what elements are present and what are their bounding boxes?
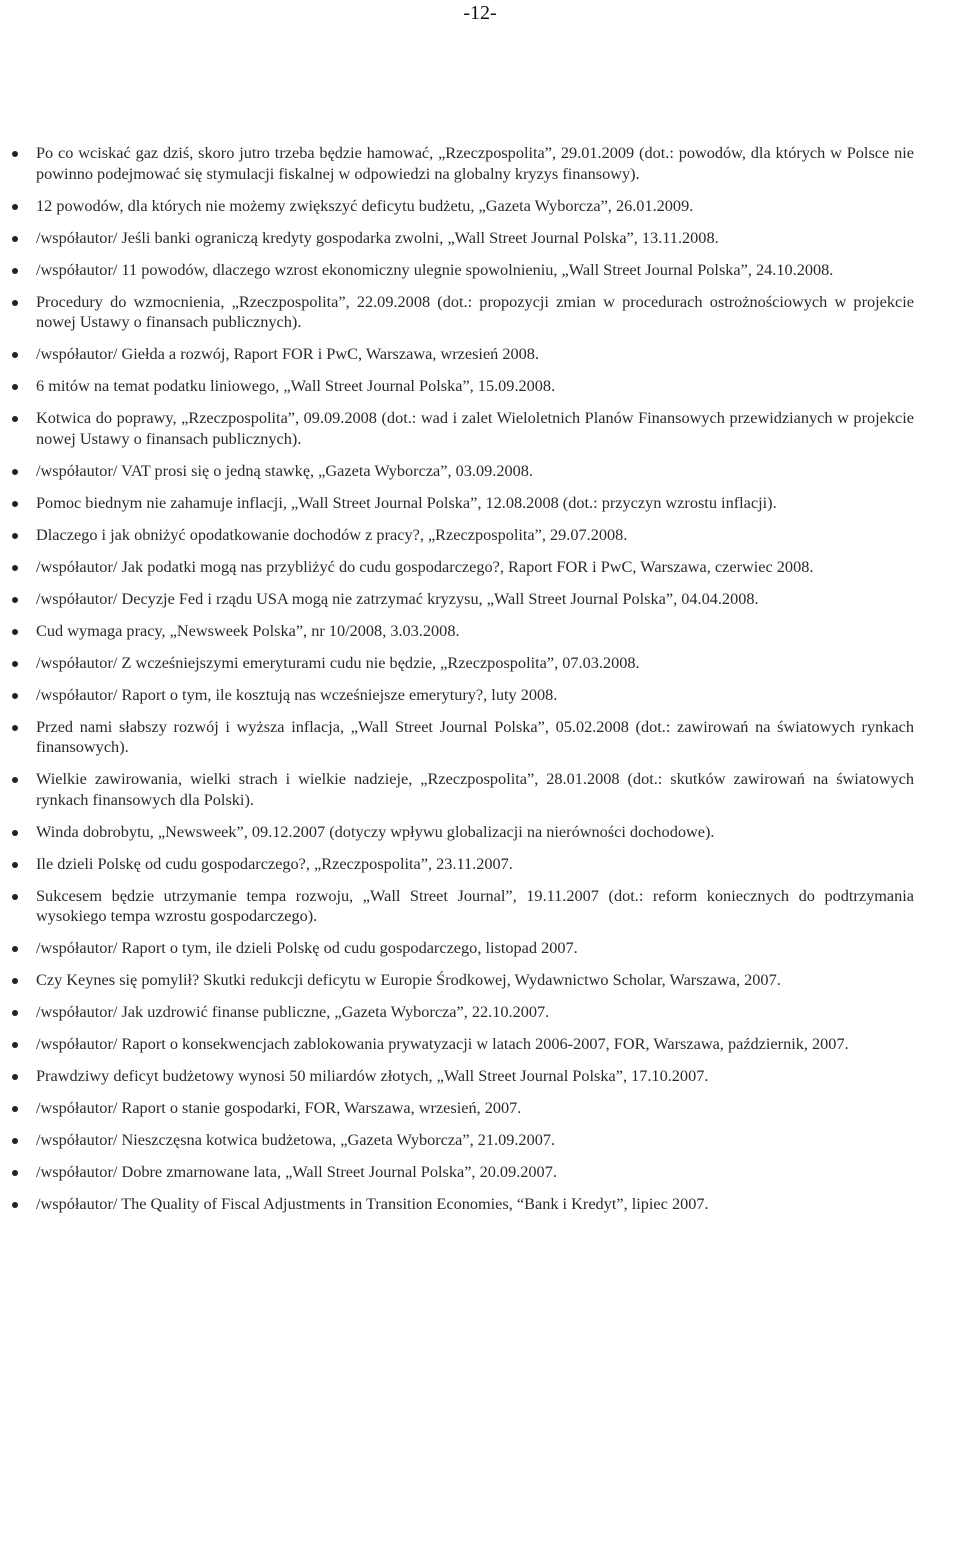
bibliography-item-text: /współautor/ VAT prosi się o jedną stawkę, „Gazeta Wyborcza”, 03.09.2008.: [36, 460, 533, 480]
bibliography-item: [36, 886, 914, 927]
bibliography-item-text: Pomoc biednym nie zahamuje inflacji, „Wall Street Journal Polska”, 12.08.2008 (dot.: przyczyn wzrostu inflacji).: [36, 492, 777, 512]
bibliography-item: [36, 970, 914, 991]
bibliography-item-text: Cud wymaga pracy, „Newsweek Polska”, nr 10/2008, 3.03.2008.: [36, 620, 460, 640]
bibliography-item-text: /współautor/ Nieszczęsna kotwica budżetowa, „Gazeta Wyborcza”, 21.09.2007.: [36, 1130, 556, 1149]
bullet-icon: [12, 384, 18, 390]
bullet-icon: [12, 894, 18, 900]
bibliography-item: [36, 344, 914, 365]
bibliography-item-text: Wielkie zawirowania, wielki strach i wielkie nadzieje, „Rzeczpospolita”, 28.01.2008 (dot.: skutków zawirowań na światowych rynkach finansowych dla Polski).: [36, 769, 914, 809]
bibliography-item: [36, 854, 914, 875]
bibliography-item: [36, 1002, 914, 1023]
bullet-icon: [12, 1042, 18, 1048]
bullet-icon: [12, 629, 18, 635]
bibliography-item-text: Czy Keynes się pomylił? Skutki redukcji deficytu w Europie Środkowej, Wydawnictwo Scholar, Warszawa, 2007.: [36, 970, 781, 989]
bibliography-item: [36, 822, 914, 843]
bibliography-item-text: Po co wciskać gaz dziś, skoro jutro trzeba będzie hamować, „Rzeczpospolita”, 29.01.2009 (dot.: powodów, dla których w Polsce nie powinno podejmować się stymulacji fiskalnej w odpowiedzi na globalny kryzys finansowy).: [36, 143, 914, 183]
bullet-icon: [12, 1106, 18, 1112]
bullet-icon: [12, 416, 18, 422]
bibliography-item-text: /współautor/ Decyzje Fed i rządu USA mogą nie zatrzymać kryzysu, „Wall Street Journal Polska”, 04.04.2008.: [36, 588, 759, 608]
bibliography-item: [36, 938, 914, 959]
bullet-icon: [12, 300, 18, 306]
bibliography-item-text: /współautor/ 11 powodów, dlaczego wzrost ekonomiczny ulegnie spowolnieniu, „Wall Street Journal Polska”, 24.10.2008.: [36, 259, 834, 279]
bullet-icon: [12, 725, 18, 731]
bullet-icon: [12, 1170, 18, 1176]
bibliography-item: [36, 143, 914, 184]
bibliography-item: [36, 1162, 914, 1183]
bibliography-list: [36, 143, 914, 1226]
bibliography-item-text: Winda dobrobytu, „Newsweek”, 09.12.2007 (dotyczy wpływu globalizacji na nierówności dochodowe).: [36, 821, 715, 841]
bullet-icon: [12, 501, 18, 507]
bullet-icon: [12, 565, 18, 571]
bullet-icon: [12, 661, 18, 667]
bullet-icon: [12, 1202, 18, 1208]
bibliography-item-text: Procedury do wzmocnienia, „Rzeczpospolita”, 22.09.2008 (dot.: propozycji zmian w procedurach ostrożnościowych w projekcie nowej Ustawy o finansach publicznych).: [36, 291, 914, 331]
bibliography-item-text: Prawdziwy deficyt budżetowy wynosi 50 miliardów złotych, „Wall Street Journal Polska”, 17.10.2007.: [36, 1066, 709, 1085]
bibliography-item-text: /współautor/ Raport o konsekwencjach zablokowania prywatyzacji w latach 2006-2007, FOR, Warszawa, październik, 2007.: [36, 1034, 849, 1053]
bibliography-item: [36, 1130, 914, 1151]
bullet-icon: [12, 862, 18, 868]
bullet-icon: [12, 1074, 18, 1080]
bibliography-item: [36, 196, 914, 217]
bullet-icon: [12, 597, 18, 603]
bibliography-item: [36, 461, 914, 482]
bibliography-item: [36, 1098, 914, 1119]
bibliography-item: [36, 408, 914, 449]
bibliography-item: [36, 685, 914, 706]
bibliography-item: [36, 1034, 914, 1055]
bibliography-item: [36, 1066, 914, 1087]
bibliography-item: [36, 717, 914, 758]
bullet-icon: [12, 1138, 18, 1144]
bibliography-item-text: 12 powodów, dla których nie możemy zwiększyć deficytu budżetu, „Gazeta Wyborcza”, 26.01.2009.: [36, 195, 694, 215]
bibliography-item: [36, 621, 914, 642]
bibliography-item-text: /współautor/ Raport o tym, ile kosztują nas wcześniejsze emerytury?, luty 2008.: [36, 684, 558, 704]
bibliography-item-text: 6 mitów na temat podatku liniowego, „Wall Street Journal Polska”, 15.09.2008.: [36, 376, 556, 395]
bullet-icon: [12, 268, 18, 274]
bibliography-item-text: /współautor/ Jak uzdrowić finanse publiczne, „Gazeta Wyborcza”, 22.10.2007.: [36, 1002, 550, 1021]
bibliography-item: [36, 493, 914, 514]
bibliography-item: [36, 292, 914, 333]
bibliography-item-text: /współautor/ Raport o tym, ile dzieli Polskę od cudu gospodarczego, listopad 2007.: [36, 938, 578, 957]
bibliography-item-text: Dlaczego i jak obniżyć opodatkowanie dochodów z pracy?, „Rzeczpospolita”, 29.07.2008.: [36, 524, 628, 544]
bullet-icon: [12, 533, 18, 539]
bibliography-item-text: /współautor/ Jeśli banki ograniczą kredyty gospodarka zwolni, „Wall Street Journal Polska”, 13.11.2008.: [36, 227, 719, 247]
bibliography-item: [36, 769, 914, 810]
bibliography-item: [36, 260, 914, 281]
bullet-icon: [12, 352, 18, 358]
bibliography-item-text: /współautor/ Dobre zmarnowane lata, „Wall Street Journal Polska”, 20.09.2007.: [36, 1162, 557, 1181]
bibliography-item-text: Przed nami słabszy rozwój i wyższa inflacja, „Wall Street Journal Polska”, 05.02.2008 (dot.: zawirowań na światowych rynkach finansowych).: [36, 716, 914, 756]
bullet-icon: [12, 693, 18, 699]
bullet-icon: [12, 151, 18, 157]
bibliography-item-text: /współautor/ Z wcześniejszymi emeryturami cudu nie będzie, „Rzeczpospolita”, 07.03.2008.: [36, 652, 640, 672]
bibliography-item-text: Kotwica do poprawy, „Rzeczpospolita”, 09.09.2008 (dot.: wad i zalet Wieloletnich Planów Finansowych przewidzianych w projekcie nowej Ustawy o finansach publicznych).: [36, 408, 914, 448]
bullet-icon: [12, 204, 18, 210]
bibliography-item: [36, 525, 914, 546]
bibliography-item: [36, 557, 914, 578]
bullet-icon: [12, 1010, 18, 1016]
bibliography-item: [36, 228, 914, 249]
bullet-icon: [12, 946, 18, 952]
bullet-icon: [12, 236, 18, 242]
bibliography-item-text: /współautor/ The Quality of Fiscal Adjustments in Transition Economies, “Bank i Kredyt”, lipiec 2007.: [36, 1194, 709, 1213]
bullet-icon: [12, 830, 18, 836]
bibliography-item: [36, 376, 914, 397]
bullet-icon: [12, 978, 18, 984]
bibliography-item-text: /współautor/ Raport o stanie gospodarki, FOR, Warszawa, wrzesień, 2007.: [36, 1098, 522, 1117]
bullet-icon: [12, 469, 18, 475]
page-number: -12-: [463, 2, 497, 24]
bibliography-item: [36, 1194, 914, 1215]
bibliography-item: [36, 589, 914, 610]
bibliography-item-text: /współautor/ Giełda a rozwój, Raport FOR i PwC, Warszawa, wrzesień 2008.: [36, 344, 540, 363]
bullet-icon: [12, 777, 18, 783]
bibliography-item-text: Sukcesem będzie utrzymanie tempa rozwoju, „Wall Street Journal”, 19.11.2007 (dot.: reform koniecznych do podtrzymania wysokiego tempa wzrostu gospodarczego).: [36, 885, 914, 925]
bibliography-item-text: /współautor/ Jak podatki mogą nas przybliżyć do cudu gospodarczego?, Raport FOR i PwC, Warszawa, czerwiec 2008.: [36, 556, 814, 576]
bibliography-item-text: Ile dzieli Polskę od cudu gospodarczego?, „Rzeczpospolita”, 23.11.2007.: [36, 853, 513, 873]
bibliography-item: [36, 653, 914, 674]
